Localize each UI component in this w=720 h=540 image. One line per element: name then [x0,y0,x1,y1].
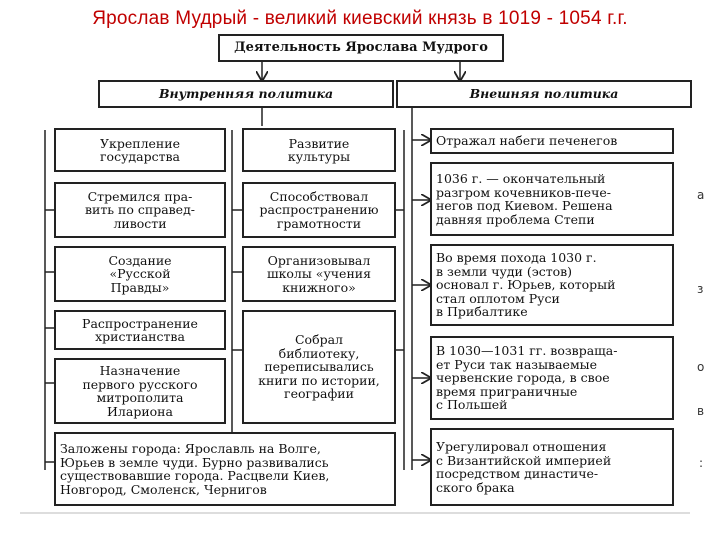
page-title: Ярослав Мудрый - великий киевский князь в 1019 - 1054 г.г. [92,8,628,29]
external-item-1036-defeat: 1036 г. — окончательный разгром кочевников-пече- негов под Киевом. Решена давняя проблема Степи [430,162,674,236]
external-item-yuryev: Во время похода 1030 г. в земли чуди (эстов) основал г. Юрьев, который стал оплотом Руси в Прибалтике [430,244,674,326]
internal-item-literacy: Способствовал распространению грамотности [242,182,396,238]
edge-mark: : [699,456,704,470]
external-item-pechenegs-raids: Отражал набеги печенегов [430,128,674,154]
internal-item-christianity: Распространение христианства [54,310,226,350]
internal-item-library: Собрал библиотеку, переписывались книги по истории, географии [242,310,396,424]
edge-mark: в [697,404,705,418]
edge-mark: о [697,360,705,374]
internal-item-metropolitan-ilarion: Назначение первого русского митрополита Илариона [54,358,226,424]
external-item-byzantium: Урегулировал отношения с Византийской империей посредством династиче- ского брака [430,428,674,506]
external-item-cherven-towns: В 1030—1031 гг. возвраща- ет Руси так называемые червенские города, в свое время приграничные с Польшей [430,336,674,420]
branch-external-policy: Внешняя политика [396,80,692,108]
edge-mark: а [697,188,705,202]
internal-item-schools: Организовывал школы «учения книжного» [242,246,396,302]
edge-mark: з [697,282,704,296]
internal-item-culture: Развитие культуры [242,128,396,172]
internal-item-justice: Стремился пра- вить по справед- ливости [54,182,226,238]
internal-item-cities: Заложены города: Ярославль на Волге, Юрьев в земле чуди. Бурно развивались существовавшие города. Расцвели Киев, Новгород, Смоленск, Чернигов [54,432,396,506]
branch-internal-policy: Внутренняя политика [98,80,394,108]
diagram-header: Деятельность Ярослава Мудрого [218,34,504,62]
internal-item-russkaya-pravda: Создание «Русской Правды» [54,246,226,302]
internal-item-strengthening-state: Укрепление государства [54,128,226,172]
